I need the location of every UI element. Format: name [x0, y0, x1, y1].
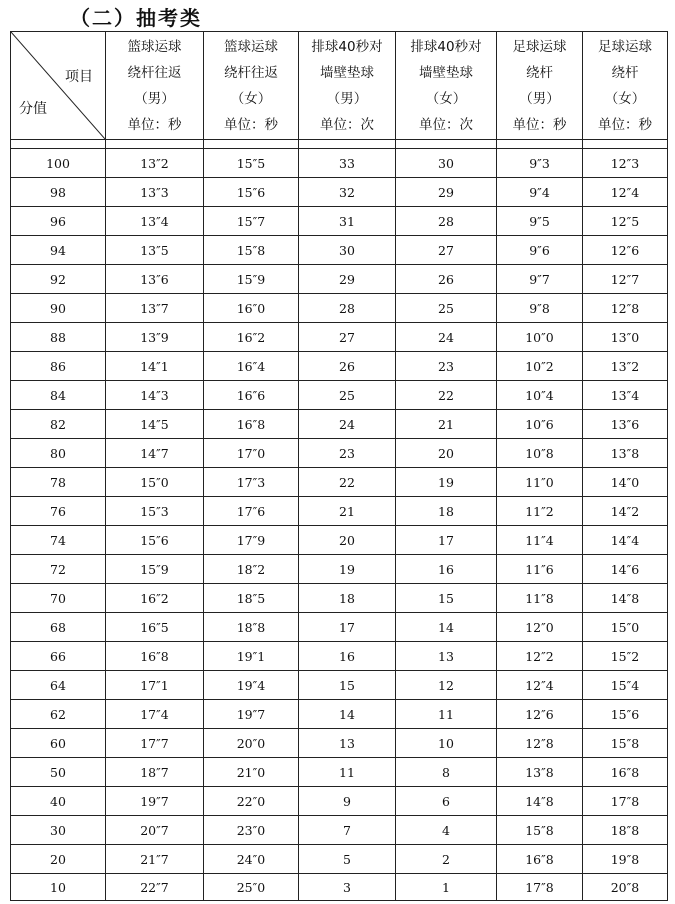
column-header-line: 足球运球: [512, 38, 567, 55]
table-row: [11, 845, 668, 874]
column-header-line: 单位：秒: [127, 116, 182, 133]
column-header-line: （女）: [230, 90, 272, 107]
column-header-line: 绕杆往返: [127, 64, 182, 81]
value-cell: 15″0: [106, 468, 204, 497]
value-cell: 19″8: [583, 845, 668, 874]
value-cell: 32: [299, 178, 396, 207]
value-cell: 23: [396, 352, 497, 381]
value-cell: 9: [299, 787, 396, 816]
column-header-line: （男）: [326, 90, 368, 107]
table-row: [11, 410, 668, 439]
value-cell: 2: [396, 845, 497, 874]
value-cell: 13″7: [106, 294, 204, 323]
value-cell: 17″1: [106, 671, 204, 700]
value-cell: 17″9: [204, 526, 299, 555]
value-cell: 9″6: [497, 236, 583, 265]
value-cell: 21: [396, 410, 497, 439]
score-cell: 62: [11, 700, 106, 729]
value-cell: 17″8: [497, 874, 583, 901]
score-cell: 70: [11, 584, 106, 613]
value-cell: 10: [396, 729, 497, 758]
table-row: [11, 178, 668, 207]
value-cell: 22: [299, 468, 396, 497]
value-cell: 14″8: [583, 584, 668, 613]
value-cell: 19″7: [106, 787, 204, 816]
value-cell: 19″1: [204, 642, 299, 671]
value-cell: 18″2: [204, 555, 299, 584]
value-cell: 11″4: [497, 526, 583, 555]
column-header-3: [299, 32, 396, 140]
value-cell: 14″5: [106, 410, 204, 439]
value-cell: 12″3: [583, 149, 668, 178]
value-cell: 9″8: [497, 294, 583, 323]
value-cell: 13″9: [106, 323, 204, 352]
column-header-line: 墙壁垫球: [419, 64, 473, 81]
score-cell: 88: [11, 323, 106, 352]
value-cell: 24″0: [204, 845, 299, 874]
score-cell: 64: [11, 671, 106, 700]
score-cell: 20: [11, 845, 106, 874]
value-cell: 16″2: [204, 323, 299, 352]
value-cell: 16″2: [106, 584, 204, 613]
value-cell: 23: [299, 439, 396, 468]
value-cell: 13″4: [583, 381, 668, 410]
score-cell: 10: [11, 874, 106, 901]
table-row: [11, 149, 668, 178]
value-cell: 9″3: [497, 149, 583, 178]
table-row: [11, 323, 668, 352]
table-row: [11, 265, 668, 294]
value-cell: 17″7: [106, 729, 204, 758]
value-cell: 12″8: [583, 294, 668, 323]
value-cell: 14″1: [106, 352, 204, 381]
value-cell: 23″0: [204, 816, 299, 845]
score-cell: 30: [11, 816, 106, 845]
table-row: [11, 584, 668, 613]
column-header-line: 墙壁垫球: [320, 64, 374, 81]
value-cell: 15: [299, 671, 396, 700]
value-cell: 18: [396, 497, 497, 526]
table-row: [11, 468, 668, 497]
column-header-line: 单位：次: [320, 116, 374, 133]
value-cell: 19″4: [204, 671, 299, 700]
value-cell: 27: [299, 323, 396, 352]
value-cell: 14″0: [583, 468, 668, 497]
value-cell: 28: [396, 207, 497, 236]
score-cell: 84: [11, 381, 106, 410]
value-cell: 16″8: [583, 758, 668, 787]
column-header-line: 篮球运球: [127, 38, 182, 55]
value-cell: 14″8: [497, 787, 583, 816]
value-cell: 12″4: [583, 178, 668, 207]
value-cell: 17: [299, 613, 396, 642]
value-cell: 33: [299, 149, 396, 178]
value-cell: 15: [396, 584, 497, 613]
value-cell: 25: [396, 294, 497, 323]
column-header-1: [106, 32, 204, 140]
table-row: [11, 758, 668, 787]
value-cell: 16″4: [204, 352, 299, 381]
column-header-line: 绕杆: [611, 64, 639, 81]
value-cell: 13″6: [106, 265, 204, 294]
value-cell: 9″4: [497, 178, 583, 207]
value-cell: 26: [396, 265, 497, 294]
table-row: [11, 700, 668, 729]
value-cell: 16″8: [106, 642, 204, 671]
value-cell: 1: [396, 874, 497, 901]
value-cell: 13″4: [106, 207, 204, 236]
value-cell: 13″6: [583, 410, 668, 439]
value-cell: 15″7: [204, 207, 299, 236]
table-row: [11, 642, 668, 671]
value-cell: 10″4: [497, 381, 583, 410]
value-cell: 11: [299, 758, 396, 787]
value-cell: 18″8: [583, 816, 668, 845]
table-row: [11, 874, 668, 901]
value-cell: 18″7: [106, 758, 204, 787]
value-cell: 12″4: [497, 671, 583, 700]
value-cell: 15″6: [204, 178, 299, 207]
value-cell: 14″7: [106, 439, 204, 468]
value-cell: 3: [299, 874, 396, 901]
value-cell: 8: [396, 758, 497, 787]
score-cell: 86: [11, 352, 106, 381]
value-cell: 13″8: [583, 439, 668, 468]
value-cell: 15″8: [497, 816, 583, 845]
value-cell: 25″0: [204, 874, 299, 901]
value-cell: 15″4: [583, 671, 668, 700]
value-cell: 29: [396, 178, 497, 207]
table-row: [11, 613, 668, 642]
value-cell: 18″5: [204, 584, 299, 613]
value-cell: 16: [299, 642, 396, 671]
value-cell: 15″3: [106, 497, 204, 526]
value-cell: 12″0: [497, 613, 583, 642]
score-cell: 66: [11, 642, 106, 671]
value-cell: 15″8: [204, 236, 299, 265]
value-cell: 20″0: [204, 729, 299, 758]
score-cell: 78: [11, 468, 106, 497]
value-cell: 19″7: [204, 700, 299, 729]
column-header-6: [583, 32, 668, 140]
value-cell: 13: [299, 729, 396, 758]
value-cell: 16″8: [497, 845, 583, 874]
value-cell: 17″0: [204, 439, 299, 468]
value-cell: 15″9: [204, 265, 299, 294]
value-cell: 9″5: [497, 207, 583, 236]
table-body: [11, 140, 668, 901]
value-cell: 6: [396, 787, 497, 816]
table-row: [11, 729, 668, 758]
table-header: [11, 32, 668, 140]
column-header-line: （男）: [519, 90, 560, 107]
value-cell: 15″6: [583, 700, 668, 729]
column-header-line: 单位：次: [419, 116, 473, 133]
value-cell: 26: [299, 352, 396, 381]
value-cell: 15″0: [583, 613, 668, 642]
value-cell: 12″6: [583, 236, 668, 265]
value-cell: 13″5: [106, 236, 204, 265]
value-cell: 11″0: [497, 468, 583, 497]
score-cell: 68: [11, 613, 106, 642]
value-cell: 13″0: [583, 323, 668, 352]
column-header-4: [396, 32, 497, 140]
column-header-line: 绕杆: [526, 64, 553, 81]
score-cell: 76: [11, 497, 106, 526]
value-cell: 7: [299, 816, 396, 845]
value-cell: 16″5: [106, 613, 204, 642]
score-cell: 98: [11, 178, 106, 207]
value-cell: 9″7: [497, 265, 583, 294]
value-cell: 16: [396, 555, 497, 584]
value-cell: 12″6: [497, 700, 583, 729]
column-header-line: 单位：秒: [512, 116, 567, 133]
value-cell: 13″3: [106, 178, 204, 207]
table-row: [11, 236, 668, 265]
value-cell: 25: [299, 381, 396, 410]
table-row: [11, 352, 668, 381]
value-cell: 14: [396, 613, 497, 642]
value-cell: 21″7: [106, 845, 204, 874]
value-cell: 13″8: [497, 758, 583, 787]
column-header-line: 排球40秒对: [311, 38, 383, 55]
corner-label-score: 分值: [19, 101, 47, 117]
table-row: [11, 207, 668, 236]
table-row: [11, 439, 668, 468]
value-cell: 28: [299, 294, 396, 323]
value-cell: 20: [396, 439, 497, 468]
value-cell: 11″6: [497, 555, 583, 584]
column-header-2: [204, 32, 299, 140]
value-cell: 16″6: [204, 381, 299, 410]
column-header-line: 足球运球: [598, 38, 652, 55]
value-cell: 15″5: [204, 149, 299, 178]
value-cell: 15″6: [106, 526, 204, 555]
section-title: （二）抽考类: [70, 6, 202, 30]
corner-cell: [11, 32, 106, 140]
score-cell: 94: [11, 236, 106, 265]
column-header-line: 篮球运球: [224, 38, 278, 55]
score-cell: 96: [11, 207, 106, 236]
value-cell: 16″0: [204, 294, 299, 323]
value-cell: 15″2: [583, 642, 668, 671]
score-cell: 72: [11, 555, 106, 584]
value-cell: 31: [299, 207, 396, 236]
score-cell: 74: [11, 526, 106, 555]
corner-label-item: 项目: [65, 69, 93, 85]
value-cell: 17″4: [106, 700, 204, 729]
value-cell: 22: [396, 381, 497, 410]
table-row: [11, 787, 668, 816]
value-cell: 22″0: [204, 787, 299, 816]
score-cell: 100: [11, 149, 106, 178]
value-cell: 17″6: [204, 497, 299, 526]
value-cell: 21: [299, 497, 396, 526]
value-cell: 17: [396, 526, 497, 555]
column-header-line: 排球40秒对: [410, 38, 482, 55]
score-cell: 92: [11, 265, 106, 294]
value-cell: 12″7: [583, 265, 668, 294]
column-header-line: 单位：秒: [224, 116, 278, 133]
table-row: [11, 497, 668, 526]
value-cell: 21″0: [204, 758, 299, 787]
value-cell: 13: [396, 642, 497, 671]
value-cell: 11: [396, 700, 497, 729]
table-row: [11, 671, 668, 700]
value-cell: 13″2: [106, 149, 204, 178]
column-header-line: （女）: [425, 90, 467, 107]
value-cell: 20: [299, 526, 396, 555]
score-cell: 60: [11, 729, 106, 758]
column-header-5: [497, 32, 583, 140]
value-cell: 15″9: [106, 555, 204, 584]
column-header-line: 绕杆往返: [224, 64, 278, 81]
value-cell: 14″2: [583, 497, 668, 526]
value-cell: 12″2: [497, 642, 583, 671]
value-cell: 10″0: [497, 323, 583, 352]
value-cell: 11″8: [497, 584, 583, 613]
scoring-table: [10, 31, 668, 901]
value-cell: 19: [396, 468, 497, 497]
table-row: [11, 381, 668, 410]
value-cell: 24: [299, 410, 396, 439]
value-cell: 27: [396, 236, 497, 265]
header-spacer-row: [11, 140, 668, 149]
value-cell: 16″8: [204, 410, 299, 439]
value-cell: 11″2: [497, 497, 583, 526]
score-cell: 82: [11, 410, 106, 439]
table-row: [11, 294, 668, 323]
value-cell: 19: [299, 555, 396, 584]
value-cell: 14″4: [583, 526, 668, 555]
column-header-line: （女）: [604, 90, 646, 107]
value-cell: 10″6: [497, 410, 583, 439]
value-cell: 12: [396, 671, 497, 700]
value-cell: 14″6: [583, 555, 668, 584]
value-cell: 5: [299, 845, 396, 874]
score-cell: 90: [11, 294, 106, 323]
score-cell: 80: [11, 439, 106, 468]
value-cell: 10″8: [497, 439, 583, 468]
column-header-line: （男）: [134, 90, 175, 107]
column-header-line: 单位：秒: [598, 116, 652, 133]
value-cell: 14″3: [106, 381, 204, 410]
value-cell: 10″2: [497, 352, 583, 381]
value-cell: 18″8: [204, 613, 299, 642]
value-cell: 13″2: [583, 352, 668, 381]
value-cell: 24: [396, 323, 497, 352]
value-cell: 17″8: [583, 787, 668, 816]
value-cell: 12″5: [583, 207, 668, 236]
value-cell: 30: [396, 149, 497, 178]
table-row: [11, 526, 668, 555]
score-cell: 40: [11, 787, 106, 816]
table-row: [11, 555, 668, 584]
value-cell: 4: [396, 816, 497, 845]
value-cell: 15″8: [583, 729, 668, 758]
value-cell: 12″8: [497, 729, 583, 758]
value-cell: 22″7: [106, 874, 204, 901]
value-cell: 17″3: [204, 468, 299, 497]
value-cell: 29: [299, 265, 396, 294]
value-cell: 30: [299, 236, 396, 265]
value-cell: 20″8: [583, 874, 668, 901]
value-cell: 18: [299, 584, 396, 613]
value-cell: 14: [299, 700, 396, 729]
value-cell: 20″7: [106, 816, 204, 845]
score-cell: 50: [11, 758, 106, 787]
table-row: [11, 816, 668, 845]
